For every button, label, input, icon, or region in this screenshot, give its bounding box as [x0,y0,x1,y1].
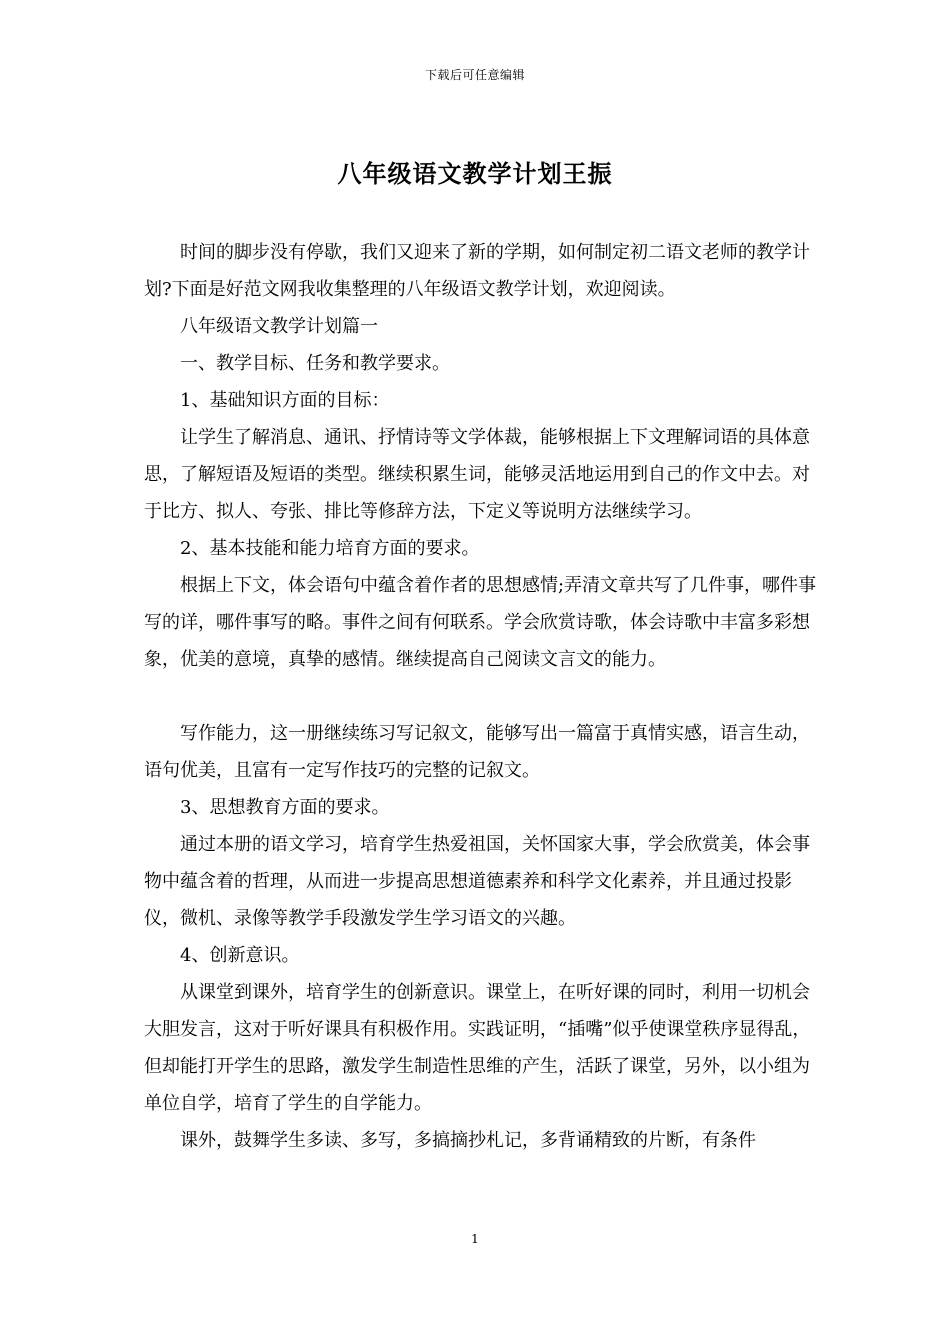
paragraph-subheading-skills: 2、基本技能和能力培育方面的要求。 [180,538,480,559]
paragraph-subheading-basic-knowledge: 1、基础知识方面的目标： [180,390,390,411]
document-body [144,234,824,1159]
paragraph-extracurricular: 课外，鼓舞学生多读、多写，多搞摘抄札记，多背诵精致的片断，有条件 [180,1130,756,1151]
paragraph-subheading-innovation: 4、创新意识。 [180,945,300,966]
paragraph-writing: 写作能力，这一册继续练习写记叙文，能够写出一篇富于真情实感，语言生动，语句优美，且富有一定写作技巧的完整的记叙文。 [144,723,810,781]
page-header: 下载后可任意编辑 [424,68,525,82]
paragraph-section-heading: 八年级语文教学计划篇一 [180,316,378,337]
document-title: 八年级语文教学计划王振 [337,159,613,188]
paragraph-basic-knowledge: 让学生了解消息、通讯、抒情诗等文学体裁，能够根据上下文理解词语的具体意思，了解短语及短语的类型。继续积累生词，能够灵活地运用到自己的作文中去。对于比方、拟人、夸张、排比等修辞方法，下定义等说明方法继续学习。 [144,427,810,522]
paragraph-innovation: 从课堂到课外，培育学生的创新意识。课堂上，在听好课的同时，利用一切机会大胆发言，这对于听好课具有积极作用。实践证明，“插嘴”似乎使课堂秩序显得乱，但却能打开学生的思路，激发学生制造性思维的产生，活跃了课堂，另外，以小组为单位自学，培育了学生的自学能力。 [144,982,811,1114]
page-number: 1 [471,1232,479,1246]
paragraph-heading-goals: 一、教学目标、任务和教学要求。 [180,353,450,374]
paragraph-subheading-moral: 3、思想教育方面的要求。 [180,797,390,818]
paragraph-moral: 通过本册的语文学习，培育学生热爱祖国，关怀国家大事，学会欣赏美，体会事物中蕴含着的哲理，从而进一步提高思想道德素养和科学文化素养，并且通过投影仪，微机、录像等教学手段激发学生学习语文的兴趣。 [144,834,810,929]
paragraph-skills: 根据上下文，体会语句中蕴含着作者的思想感情;弄清文章共写了几件事，哪件事写的详，哪件事写的略。事件之间有何联系。学会欣赏诗歌，体会诗歌中丰富多彩想象，优美的意境，真挚的感情。继续提高自己阅读文言文的能力。 [144,575,817,670]
paragraph-intro: 时间的脚步没有停歇，我们又迎来了新的学期，如何制定初二语文老师的教学计划?下面是好范文网我收集整理的八年级语文教学计划，欢迎阅读。 [144,242,810,300]
